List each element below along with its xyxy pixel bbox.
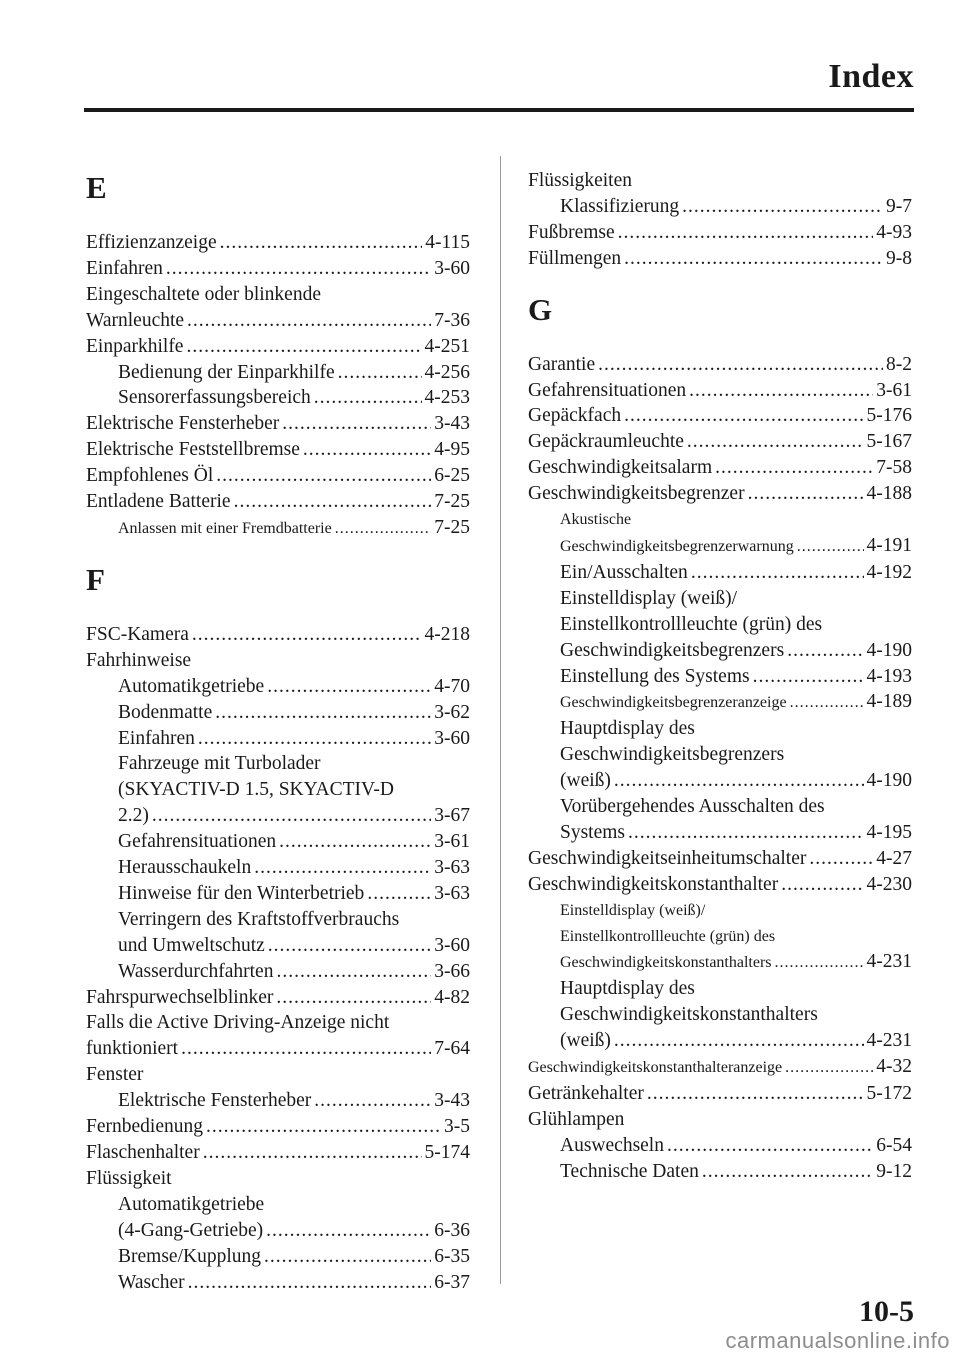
dot-leader — [188, 1270, 432, 1296]
entry-term: FSC-Kamera — [86, 623, 189, 645]
entry-term: Fußbremse — [528, 221, 615, 243]
entry-term: (4-Gang-Getriebe) — [118, 1219, 264, 1241]
dot-leader — [268, 933, 431, 959]
index-entry — [528, 872, 912, 898]
page-title: Index — [828, 58, 914, 95]
index-entry — [528, 403, 912, 429]
dot-leader — [234, 489, 432, 515]
entry-page-ref[interactable]: 4-192 — [866, 561, 912, 583]
index-entry — [86, 437, 470, 463]
section-letter: F — [86, 561, 105, 597]
index-entry — [86, 282, 470, 308]
entry-page-ref[interactable]: 4-195 — [866, 821, 912, 843]
index-entry — [528, 612, 912, 638]
dot-leader — [279, 829, 431, 855]
dot-leader — [206, 1114, 441, 1140]
dot-leader — [282, 411, 431, 437]
dot-leader — [781, 872, 863, 898]
entry-term: Gefahrensituationen — [528, 379, 687, 401]
entry-term: Geschwindigkeitsbegrenzerwarnung — [560, 537, 794, 555]
index-entry — [86, 803, 470, 829]
right-column — [528, 168, 912, 1185]
index-entry — [528, 1159, 912, 1185]
dot-leader — [618, 220, 874, 246]
dot-leader — [216, 463, 431, 489]
index-entry — [528, 168, 912, 194]
dot-leader — [753, 664, 864, 690]
entry-page-ref[interactable]: 4-230 — [866, 873, 912, 895]
index-entry — [86, 230, 470, 256]
entry-page-ref[interactable]: 4-115 — [425, 232, 470, 253]
dot-leader — [187, 308, 431, 334]
entry-term: Technische Daten — [560, 1160, 699, 1182]
index-entry — [86, 881, 470, 907]
entry-term: Wasserdurchfahrten — [118, 960, 274, 982]
index-entry — [528, 794, 912, 820]
entry-term: Fahrhinweise — [86, 649, 192, 671]
index-entry — [528, 976, 912, 1002]
entry-page-ref[interactable]: 5-174 — [424, 1142, 470, 1163]
entry-term: Geschwindigkeitsbegrenzeranzeige — [560, 694, 787, 712]
entry-page-ref[interactable]: 6-37 — [434, 1271, 470, 1293]
dot-leader — [775, 950, 864, 976]
entry-term: Auswechseln — [560, 1134, 664, 1156]
dot-leader — [624, 403, 863, 429]
entry-page-ref[interactable]: 3-61 — [434, 831, 470, 853]
index-entry — [528, 1081, 912, 1107]
entry-term: Bodenmatte — [118, 701, 213, 723]
entry-page-ref[interactable]: 3-62 — [434, 701, 470, 723]
index-entry — [528, 194, 912, 220]
dot-leader — [338, 360, 422, 386]
entry-term: Geschwindigkeitsbegrenzer — [528, 483, 745, 505]
index-entry — [528, 378, 912, 404]
entry-term: Garantie — [528, 353, 596, 375]
index-entry — [528, 924, 912, 950]
entry-term: Flüssigkeiten — [528, 170, 633, 191]
entry-term: Akustische — [560, 511, 632, 529]
entry-term: Geschwindigkeitsbegrenzers — [560, 744, 785, 766]
dot-leader — [266, 1218, 431, 1244]
entry-page-ref[interactable]: 4-188 — [866, 483, 912, 505]
dot-leader — [797, 534, 864, 560]
dot-leader — [787, 638, 863, 664]
dot-leader — [192, 622, 422, 648]
dot-leader — [181, 1036, 431, 1062]
entry-term: Elektrische Feststellbremse — [86, 439, 300, 461]
index-entry — [86, 1166, 470, 1192]
dot-leader — [809, 846, 873, 872]
entry-term: Automatikgetriebe — [118, 675, 265, 697]
index-entry — [528, 716, 912, 742]
entry-page-ref[interactable]: 4-253 — [424, 387, 470, 409]
entry-page-ref[interactable]: 3-60 — [434, 934, 470, 956]
entry-term: Eingeschaltete oder blinkende — [86, 283, 321, 305]
entry-term: (weiß) — [560, 770, 611, 792]
watermark: carmanualsonline.info — [725, 1328, 950, 1353]
index-entry — [86, 751, 470, 777]
index-entry — [86, 622, 470, 648]
entry-term: Gepäckraumleuchte — [528, 431, 684, 453]
entry-term: Hinweise für den Winterbetrieb — [118, 882, 365, 904]
index-entry — [528, 742, 912, 768]
entry-term: und Umweltschutz — [118, 934, 265, 956]
index-entry — [86, 411, 470, 437]
section-letter: E — [86, 170, 107, 205]
left-column — [86, 168, 470, 1295]
entry-term: Fenster — [86, 1064, 144, 1086]
index-entry — [86, 256, 470, 282]
entry-page-ref[interactable]: 7-25 — [434, 516, 470, 538]
index-entry — [86, 489, 470, 515]
entry-page-ref[interactable]: 6-36 — [434, 1219, 470, 1241]
entry-page-ref[interactable]: 6-54 — [876, 1134, 912, 1156]
entry-term: Wascher — [118, 1271, 185, 1293]
index-entry — [86, 700, 470, 726]
entry-term: Empfohlenes Öl — [86, 465, 214, 487]
section-letter: G — [528, 291, 553, 327]
dot-leader — [702, 1159, 873, 1185]
index-entry — [528, 586, 912, 612]
entry-term: Automatikgetriebe — [118, 1193, 265, 1215]
entry-term: Elektrische Fensterheber — [86, 413, 280, 435]
entry-term: Bremse/Kupplung — [118, 1245, 261, 1267]
index-entry — [528, 220, 912, 246]
entry-page-ref[interactable]: 4-32 — [876, 1056, 912, 1078]
dot-leader — [264, 1244, 431, 1270]
entry-term: Sensorerfassungsbereich — [118, 387, 311, 409]
entry-page-ref[interactable]: 3-67 — [434, 805, 470, 827]
index-entry — [528, 664, 912, 690]
entry-page-ref[interactable]: 9-8 — [886, 247, 912, 269]
dot-leader — [614, 1028, 864, 1054]
dot-leader — [220, 230, 423, 256]
index-entry — [528, 898, 912, 924]
index-entry — [86, 1218, 470, 1244]
index-entry — [86, 985, 470, 1011]
entry-page-ref[interactable]: 4-82 — [434, 986, 470, 1008]
index-entry — [86, 1062, 470, 1088]
index-entry — [86, 1114, 470, 1140]
index-entry — [86, 829, 470, 855]
dot-leader — [785, 1055, 873, 1081]
dot-leader — [790, 690, 864, 716]
entry-page-ref[interactable]: 7-58 — [876, 457, 912, 479]
entry-term: Geschwindigkeitskonstanthalter — [528, 873, 779, 895]
index-entry — [86, 648, 470, 674]
dot-leader — [624, 246, 883, 272]
entry-term: Einparkhilfe — [86, 335, 184, 357]
index-entry — [528, 689, 912, 716]
dot-leader — [267, 674, 431, 700]
entry-term: Flüssigkeit — [86, 1167, 172, 1189]
index-entry — [528, 352, 912, 378]
index-entry — [86, 515, 470, 542]
entry-term: Geschwindigkeitskonstanthalters — [560, 954, 772, 972]
entry-page-ref[interactable]: 8-2 — [886, 353, 912, 375]
entry-term: funktioniert — [86, 1038, 179, 1060]
entry-term: Geschwindigkeitseinheitumschalter — [528, 847, 807, 869]
index-entry — [528, 768, 912, 794]
entry-page-ref[interactable]: 3-61 — [876, 379, 912, 401]
entry-term: Bedienung der Einparkhilfe — [118, 361, 335, 383]
entry-page-ref[interactable]: 3-43 — [434, 1090, 470, 1112]
dot-leader — [628, 820, 863, 846]
entry-term: Warnleuchte — [86, 309, 185, 331]
entry-term: Einstellkontrollleuchte (grün) des — [560, 613, 823, 635]
index-entry — [528, 846, 912, 872]
entry-page-ref[interactable]: 6-25 — [434, 465, 470, 487]
entry-term: (SKYACTIV-D 1.5, SKYACTIV-D — [118, 779, 394, 801]
index-entry — [86, 360, 470, 386]
dot-leader — [367, 881, 431, 907]
entry-term: Entladene Batterie — [86, 491, 231, 513]
dot-leader — [689, 378, 873, 404]
index-entry — [528, 246, 912, 272]
index-entry — [528, 455, 912, 481]
entry-term: Klassifizierung — [560, 195, 680, 217]
entry-term: Getränkehalter — [528, 1083, 644, 1104]
entry-term: Geschwindigkeitsbegrenzers — [560, 639, 785, 661]
entry-page-ref[interactable]: 4-70 — [434, 675, 470, 697]
entry-page-ref[interactable]: 4-256 — [424, 361, 470, 383]
dot-leader — [198, 726, 431, 752]
entry-term: Ein/Ausschalten — [560, 561, 688, 583]
entry-page-ref[interactable]: 9-12 — [876, 1160, 912, 1182]
entry-term: Elektrische Fensterheber — [118, 1090, 312, 1112]
entry-page-ref[interactable]: 4-190 — [866, 770, 912, 792]
entry-page-ref[interactable]: 3-5 — [444, 1116, 470, 1138]
index-entry — [86, 385, 470, 411]
dot-leader — [715, 455, 873, 481]
entry-page-ref[interactable]: 4-218 — [424, 623, 470, 645]
entry-term: Glühlampen — [528, 1108, 625, 1130]
entry-term: Falls die Active Driving-Anzeige nicht — [86, 1012, 390, 1034]
entry-page-ref[interactable]: 4-251 — [424, 335, 470, 357]
dot-leader — [215, 700, 431, 726]
entry-page-ref[interactable]: 5-176 — [866, 405, 912, 427]
entry-page-ref[interactable]: 3-60 — [434, 727, 470, 749]
entry-term: Fernbedienung — [86, 1116, 203, 1138]
entry-term: Füllmengen — [528, 247, 622, 269]
entry-page-ref[interactable]: 3-63 — [434, 857, 470, 879]
entry-page-ref[interactable]: 4-191 — [866, 534, 912, 556]
dot-leader — [254, 855, 431, 881]
index-entry — [528, 481, 912, 507]
column-divider — [500, 156, 501, 1284]
index-entry — [86, 1270, 470, 1296]
entry-term: Herausschaukeln — [118, 857, 252, 879]
entry-term: Vorübergehendes Ausschalten des — [560, 796, 825, 818]
dot-leader — [687, 429, 864, 455]
index-entry — [86, 1192, 470, 1218]
index-entry — [528, 429, 912, 455]
index-entry — [86, 1140, 470, 1166]
entry-page-ref[interactable]: 4-93 — [876, 221, 912, 243]
entry-page-ref[interactable]: 4-231 — [866, 1030, 912, 1052]
entry-term: Fahrspurwechselblinker — [86, 986, 274, 1008]
dot-leader — [598, 352, 883, 378]
entry-term: Verringern des Kraftstoffverbrauchs — [118, 908, 400, 930]
index-entry — [528, 1002, 912, 1028]
entry-page-ref[interactable]: 7-64 — [434, 1038, 470, 1060]
index-entry — [528, 1054, 912, 1081]
entry-term: Anlassen mit einer Fremdbatterie — [118, 519, 332, 537]
dot-leader — [276, 985, 431, 1011]
entry-term: Hauptdisplay des — [560, 978, 695, 1000]
entry-term: Fahrzeuge mit Turbolader — [118, 753, 321, 775]
index-entry — [528, 1028, 912, 1054]
entry-page-ref[interactable]: 4-95 — [434, 439, 470, 461]
index-entry — [86, 308, 470, 334]
entry-page-ref[interactable]: 3-43 — [434, 413, 470, 435]
index-entry — [528, 820, 912, 846]
index-entry — [86, 334, 470, 360]
index-entry — [86, 726, 470, 752]
index-entry — [528, 638, 912, 664]
entry-term: Einstelldisplay (weiß)/ — [560, 901, 706, 919]
dot-leader — [203, 1140, 422, 1166]
entry-page-ref[interactable]: 4-193 — [866, 665, 912, 687]
dot-leader — [152, 803, 431, 829]
entry-page-ref[interactable]: 3-63 — [434, 882, 470, 904]
index-entry — [86, 1036, 470, 1062]
dot-leader — [614, 768, 864, 794]
title-rule — [84, 108, 914, 112]
index-entry — [528, 1133, 912, 1159]
dot-leader — [335, 516, 432, 542]
entry-page-ref[interactable]: 4-190 — [866, 639, 912, 661]
dot-leader — [682, 194, 883, 220]
entry-term: Einstellung des Systems — [560, 665, 750, 687]
dot-leader — [314, 385, 422, 411]
entry-page-ref[interactable]: 5-167 — [866, 431, 912, 453]
entry-term: Einstelldisplay (weiß)/ — [560, 587, 738, 609]
dot-leader — [186, 334, 421, 360]
entry-term: Einstellkontrollleuchte (grün) des — [560, 927, 776, 945]
entry-term: Geschwindigkeitskonstanthalteranzeige — [528, 1059, 783, 1077]
dot-leader — [303, 437, 431, 463]
index-entry — [86, 855, 470, 881]
dot-leader — [647, 1081, 864, 1107]
dot-leader — [314, 1088, 431, 1114]
dot-leader — [748, 481, 864, 507]
index-entry — [86, 777, 470, 803]
index-entry — [86, 933, 470, 959]
index-entry — [86, 1244, 470, 1270]
entry-term: (weiß) — [560, 1030, 611, 1052]
entry-page-ref[interactable]: 4-189 — [866, 691, 912, 713]
entry-page-ref[interactable]: 4-27 — [876, 847, 912, 869]
entry-page-ref[interactable]: 3-60 — [434, 257, 470, 279]
entry-term: Gepäckfach — [528, 405, 622, 427]
index-entry — [86, 463, 470, 489]
index-entry — [86, 959, 470, 985]
page-number: 10-5 — [859, 1295, 914, 1328]
entry-page-ref[interactable]: 7-25 — [434, 491, 470, 513]
index-entry — [86, 674, 470, 700]
dot-leader — [691, 560, 864, 586]
index-entry — [86, 1010, 470, 1036]
index-entry — [528, 949, 912, 976]
entry-term: Flaschenhalter — [86, 1142, 200, 1163]
entry-term: Systems — [560, 821, 626, 843]
entry-term: Effizienzanzeige — [86, 232, 217, 253]
entry-term: Hauptdisplay des — [560, 718, 695, 740]
entry-term: Gefahrensituationen — [118, 831, 277, 853]
index-entry — [528, 533, 912, 560]
entry-page-ref[interactable]: 7-36 — [434, 309, 470, 331]
index-entry — [86, 907, 470, 933]
entry-term: Geschwindigkeitskonstanthalters — [560, 1004, 818, 1026]
entry-page-ref[interactable]: 4-231 — [866, 951, 912, 973]
dot-leader — [667, 1133, 873, 1159]
dot-leader — [276, 959, 431, 985]
entry-page-ref[interactable]: 6-35 — [434, 1245, 470, 1267]
entry-page-ref[interactable]: 3-66 — [434, 960, 470, 982]
index-entry — [528, 560, 912, 586]
index-entry — [528, 1107, 912, 1133]
entry-page-ref[interactable]: 5-172 — [866, 1083, 912, 1104]
entry-page-ref[interactable]: 9-7 — [886, 195, 912, 217]
index-entry — [528, 507, 912, 533]
entry-term: Geschwindigkeitsalarm — [528, 457, 713, 479]
entry-term: Einfahren — [118, 727, 195, 749]
entry-term: Einfahren — [86, 257, 163, 279]
entry-term: 2.2) — [118, 805, 149, 827]
dot-leader — [166, 256, 431, 282]
index-entry — [86, 1088, 470, 1114]
